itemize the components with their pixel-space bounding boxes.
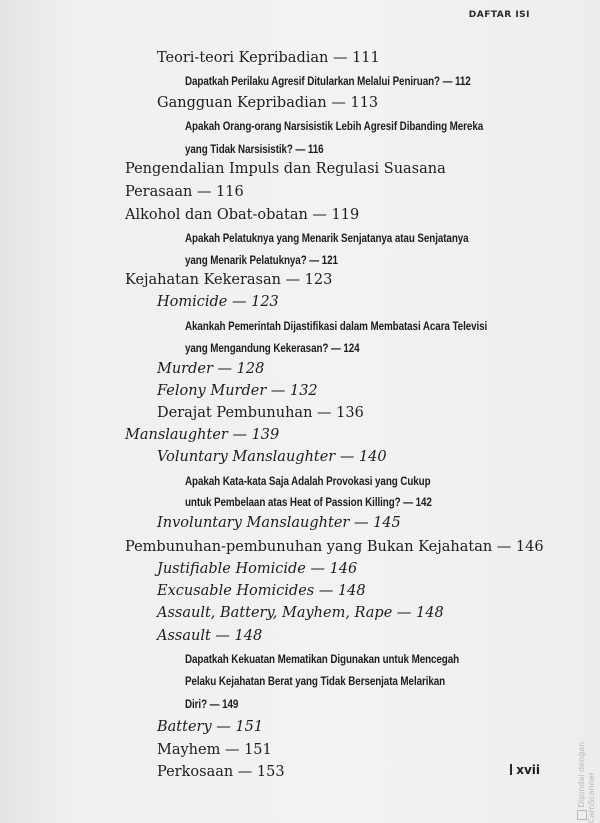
toc-entry: Homicide — 123 (157, 294, 279, 310)
toc-question: Dapatkah Kekuatan Mematikan Digunakan untuk Mencegah (185, 652, 460, 666)
toc-entry: Assault — 148 (157, 628, 263, 644)
watermark-text: Dipindai dengan CamScanner (577, 741, 596, 823)
toc-entry: Involuntary Manslaughter — 145 (157, 515, 401, 531)
toc-question: Apakah Kata-kata Saja Adalah Provokasi yang Cukup (185, 474, 431, 488)
toc-entry: Excusable Homicides — 148 (157, 583, 366, 599)
toc-entry: Voluntary Manslaughter — 140 (157, 449, 387, 465)
toc-question: yang Tidak Narsisistik? — 116 (185, 142, 324, 156)
toc-question: Apakah Pelatuknya yang Menarik Senjatanya atau Senjatanya (185, 231, 469, 245)
toc-entry: Pembunuhan-pembunuhan yang Bukan Kejahatan — 146 (125, 539, 544, 555)
toc-entry: Mayhem — 151 (157, 742, 272, 758)
toc-entry: Perasaan — 116 (125, 184, 244, 200)
toc-entry: Derajat Pembunuhan — 136 (157, 405, 364, 421)
toc-entry: Perkosaan — 153 (157, 764, 285, 780)
page-number-rule (510, 764, 512, 775)
toc-question: Akankah Pemerintah Dijastifikasi dalam Membatasi Acara Televisi (185, 319, 488, 333)
toc-entry: Alkohol dan Obat-obatan — 119 (125, 207, 360, 223)
toc-question: Diri? — 149 (185, 697, 239, 711)
toc-question: yang Mengandung Kekerasan? — 124 (185, 341, 360, 355)
toc-entry: Murder — 128 (157, 361, 265, 377)
toc-question: yang Menarik Pelatuknya? — 121 (185, 253, 338, 267)
toc-entry: Pengendalian Impuls dan Regulasi Suasana (125, 161, 446, 177)
toc-question: Dapatkah Perilaku Agresif Ditularkan Melalui Peniruan? — 112 (185, 74, 471, 88)
toc-entry: Manslaughter — 139 (125, 427, 280, 443)
toc-entry: Teori-teori Kepribadian — 111 (157, 50, 380, 66)
toc-question: untuk Pembelaan atas Heat of Passion Killing? — 142 (185, 495, 432, 509)
toc-entry: Kejahatan Kekerasan — 123 (125, 272, 333, 288)
toc-entry: Justifiable Homicide — 146 (157, 561, 358, 577)
toc-question: Apakah Orang-orang Narsisistik Lebih Agresif Dibanding Mereka (185, 119, 484, 133)
toc-entry: Assault, Battery, Mayhem, Rape — 148 (157, 605, 444, 621)
running-header: DAFTAR ISI (468, 10, 530, 20)
page-number-text: xvii (516, 763, 540, 777)
camscanner-icon (577, 810, 587, 820)
toc-question: Pelaku Kejahatan Berat yang Tidak Bersenjata Melarikan (185, 674, 446, 688)
toc-entry: Felony Murder — 132 (157, 383, 318, 399)
toc-entry: Battery — 151 (157, 719, 264, 735)
scanner-watermark (577, 690, 596, 823)
page-number (510, 763, 540, 777)
toc-entry: Gangguan Kepribadian — 113 (157, 95, 379, 111)
